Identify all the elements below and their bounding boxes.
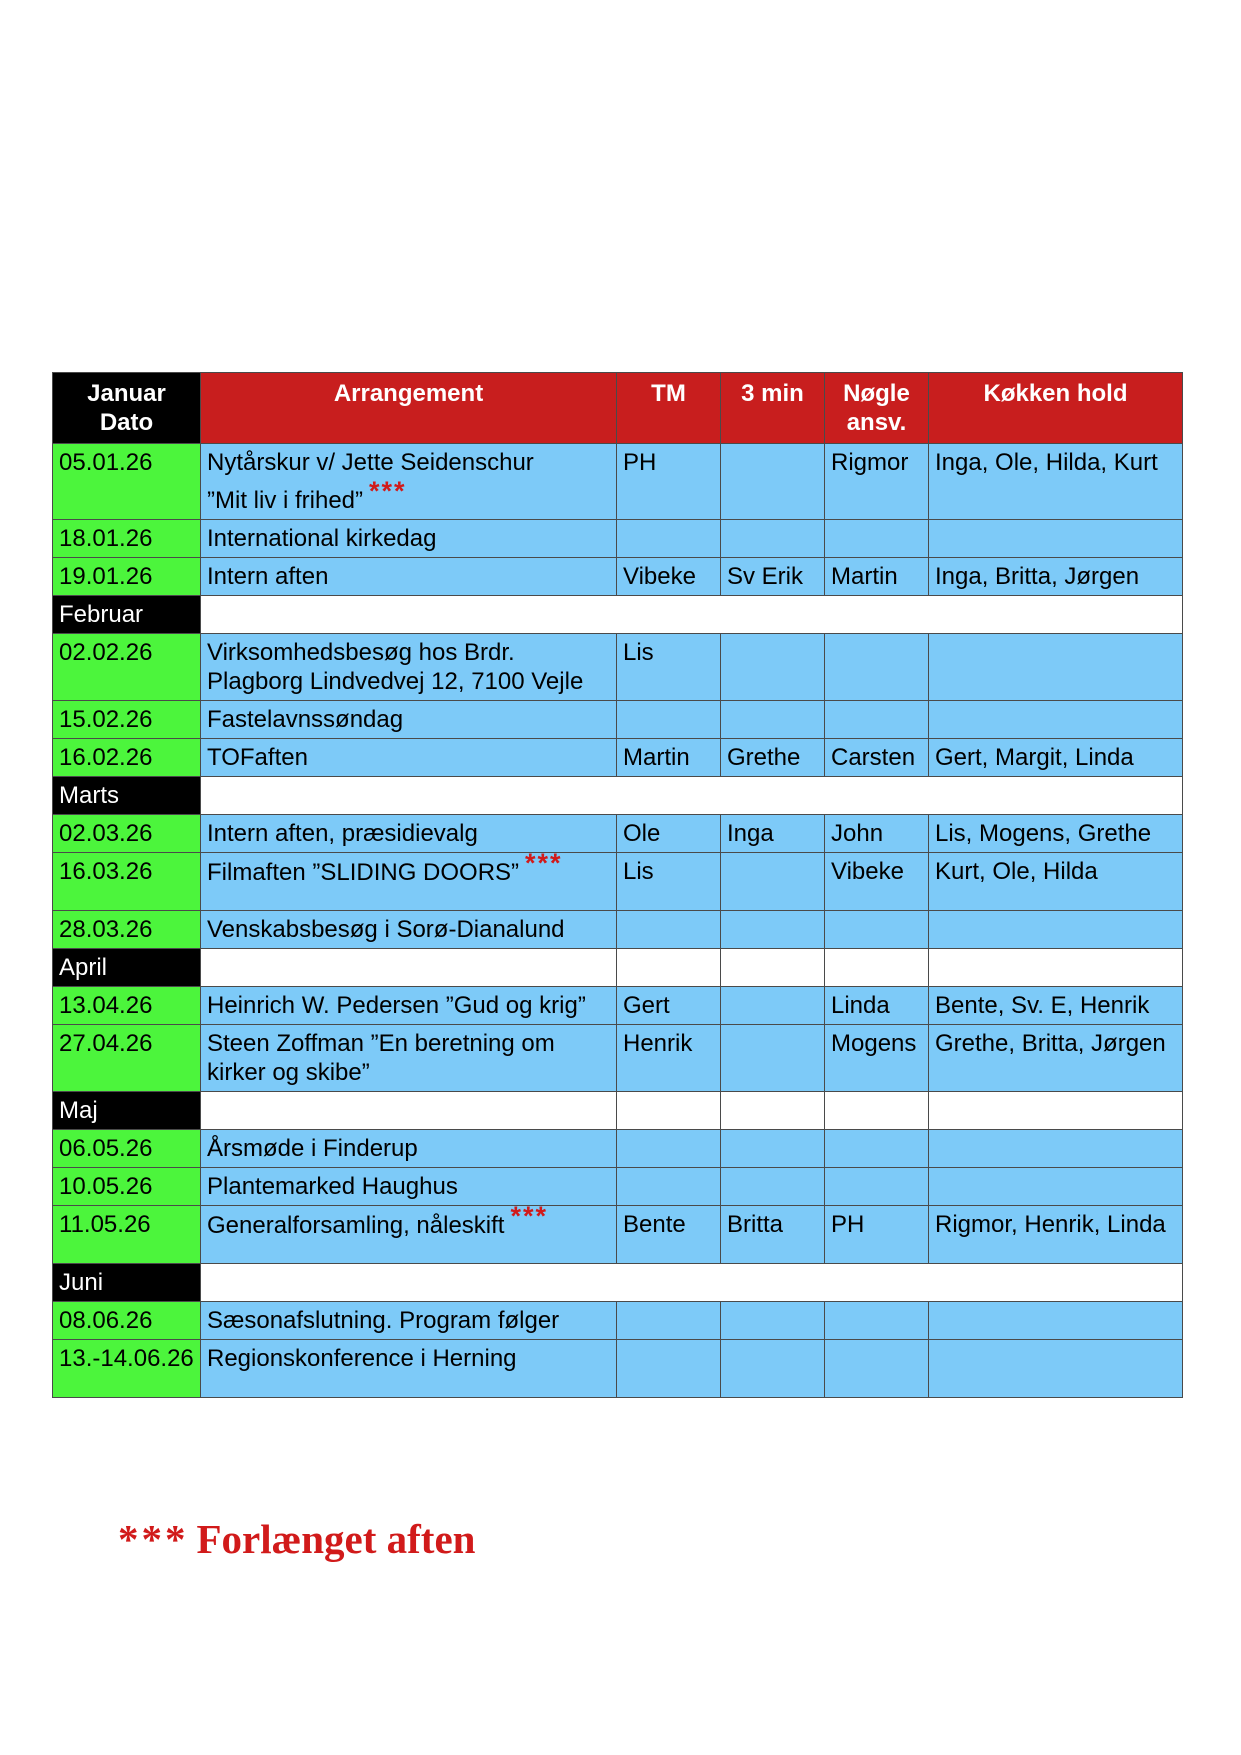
month-row-maj <box>53 1092 1183 1130</box>
header-date-label: Dato <box>99 409 154 436</box>
event-key-responsible <box>825 634 929 701</box>
table-row <box>53 701 1183 739</box>
event-three-min <box>721 1302 825 1340</box>
event-arrangement: Steen Zoffman ”En beretning om kirker og skibe” <box>201 1025 617 1092</box>
event-three-min: Inga <box>721 815 825 853</box>
event-key-responsible <box>825 1340 929 1398</box>
event-key-responsible: Carsten <box>825 739 929 777</box>
event-date: 28.03.26 <box>53 911 201 949</box>
event-arrangement: Venskabsbesøg i Sorø-Dianalund <box>201 911 617 949</box>
event-key-responsible <box>825 911 929 949</box>
footnote <box>118 1515 475 1563</box>
event-three-min <box>721 1340 825 1398</box>
event-date: 19.01.26 <box>53 558 201 596</box>
empty-cell <box>721 1092 825 1130</box>
event-date: 10.05.26 <box>53 1168 201 1206</box>
table-row <box>53 815 1183 853</box>
empty-cell <box>201 1092 617 1130</box>
empty-cell <box>617 949 721 987</box>
event-three-min <box>721 444 825 520</box>
event-three-min: Britta <box>721 1206 825 1264</box>
table-row <box>53 1130 1183 1168</box>
event-arrangement <box>201 444 617 520</box>
event-arrangement: Virksomhedsbesøg hos Brdr. Plagborg Lindvedvej 12, 7100 Vejle <box>201 634 617 701</box>
event-arrangement-line1: Nytårskur v/ Jette Seidenschur <box>207 449 534 476</box>
event-date: 13.04.26 <box>53 987 201 1025</box>
header-key-responsible <box>825 373 929 444</box>
event-kitchen-team <box>929 1302 1183 1340</box>
event-three-min <box>721 853 825 911</box>
event-key-responsible <box>825 520 929 558</box>
event-date: 02.03.26 <box>53 815 201 853</box>
event-arrangement <box>201 1206 617 1264</box>
event-kitchen-team: Grethe, Britta, Jørgen <box>929 1025 1183 1092</box>
event-kitchen-team: Kurt, Ole, Hilda <box>929 853 1183 911</box>
event-date: 16.03.26 <box>53 853 201 911</box>
event-kitchen-team <box>929 634 1183 701</box>
event-tm: Ole <box>617 815 721 853</box>
extended-evening-marker: *** <box>525 852 563 878</box>
event-kitchen-team <box>929 1340 1183 1398</box>
table-row <box>53 1302 1183 1340</box>
event-key-responsible <box>825 1168 929 1206</box>
footnote-text: Forlænget aften <box>196 1516 476 1562</box>
event-date: 15.02.26 <box>53 701 201 739</box>
event-kitchen-team <box>929 1130 1183 1168</box>
event-kitchen-team: Bente, Sv. E, Henrik <box>929 987 1183 1025</box>
event-arrangement-line2 <box>207 476 610 515</box>
table-row <box>53 1206 1183 1264</box>
event-key-responsible: Mogens <box>825 1025 929 1092</box>
event-tm <box>617 1340 721 1398</box>
event-key-responsible: Vibeke <box>825 853 929 911</box>
event-arrangement <box>201 853 617 911</box>
event-tm: Martin <box>617 739 721 777</box>
table-row <box>53 444 1183 520</box>
table-row <box>53 1025 1183 1092</box>
month-row-marts <box>53 777 1183 815</box>
event-date: 02.02.26 <box>53 634 201 701</box>
month-label: April <box>53 949 201 987</box>
month-label: Februar <box>53 596 201 634</box>
month-label: Marts <box>53 777 201 815</box>
event-arrangement: Plantemarked Haughus <box>201 1168 617 1206</box>
event-tm: Henrik <box>617 1025 721 1092</box>
event-arrangement: Intern aften <box>201 558 617 596</box>
event-kitchen-team: Rigmor, Henrik, Linda <box>929 1206 1183 1264</box>
header-kitchen-team: Køkken hold <box>929 373 1183 444</box>
month-spacer <box>201 1264 1183 1302</box>
event-three-min <box>721 911 825 949</box>
table-row <box>53 634 1183 701</box>
table-row <box>53 911 1183 949</box>
event-three-min <box>721 634 825 701</box>
table-row <box>53 987 1183 1025</box>
header-tm: TM <box>617 373 721 444</box>
extended-evening-marker: *** <box>369 476 407 506</box>
event-key-responsible <box>825 1130 929 1168</box>
activity-schedule-table <box>52 372 1183 1398</box>
event-key-responsible: John <box>825 815 929 853</box>
event-key-responsible: PH <box>825 1206 929 1264</box>
header-key-line1: Nøgle <box>843 380 910 407</box>
event-tm <box>617 1130 721 1168</box>
table-row <box>53 739 1183 777</box>
header-arrangement: Arrangement <box>201 373 617 444</box>
event-arrangement: Årsmøde i Finderup <box>201 1130 617 1168</box>
header-row <box>53 373 1183 444</box>
event-tm <box>617 911 721 949</box>
event-kitchen-team <box>929 701 1183 739</box>
event-key-responsible: Rigmor <box>825 444 929 520</box>
event-three-min <box>721 520 825 558</box>
month-row-april <box>53 949 1183 987</box>
event-arrangement: Fastelavnssøndag <box>201 701 617 739</box>
table-row <box>53 1168 1183 1206</box>
event-key-responsible: Martin <box>825 558 929 596</box>
event-arrangement: International kirkedag <box>201 520 617 558</box>
event-arrangement: TOFaften <box>201 739 617 777</box>
table-row <box>53 558 1183 596</box>
event-key-responsible <box>825 1302 929 1340</box>
empty-cell <box>929 1092 1183 1130</box>
event-tm <box>617 1168 721 1206</box>
event-date: 06.05.26 <box>53 1130 201 1168</box>
event-arrangement: Sæsonafslutning. Program følger <box>201 1302 617 1340</box>
event-kitchen-team: Inga, Britta, Jørgen <box>929 558 1183 596</box>
event-three-min <box>721 987 825 1025</box>
event-arrangement: Regionskonference i Herning <box>201 1340 617 1398</box>
event-kitchen-team <box>929 520 1183 558</box>
event-tm: Vibeke <box>617 558 721 596</box>
empty-cell <box>721 949 825 987</box>
event-date: 16.02.26 <box>53 739 201 777</box>
month-row-juni <box>53 1264 1183 1302</box>
header-date-month: Januar <box>87 380 166 407</box>
event-tm: Bente <box>617 1206 721 1264</box>
event-subtitle: ”Mit liv i frihed” <box>207 487 364 514</box>
event-tm <box>617 520 721 558</box>
event-arrangement: Heinrich W. Pedersen ”Gud og krig” <box>201 987 617 1025</box>
event-kitchen-team: Inga, Ole, Hilda, Kurt <box>929 444 1183 520</box>
event-key-responsible: Linda <box>825 987 929 1025</box>
month-label: Maj <box>53 1092 201 1130</box>
event-kitchen-team <box>929 1168 1183 1206</box>
event-arrangement: Intern aften, præsidievalg <box>201 815 617 853</box>
event-three-min <box>721 1168 825 1206</box>
month-spacer <box>201 596 1183 634</box>
header-key-line2: ansv. <box>846 409 907 436</box>
event-three-min <box>721 1025 825 1092</box>
event-tm: Lis <box>617 853 721 911</box>
month-label: Juni <box>53 1264 201 1302</box>
event-three-min <box>721 1130 825 1168</box>
empty-cell <box>929 949 1183 987</box>
event-three-min: Grethe <box>721 739 825 777</box>
event-date: 08.06.26 <box>53 1302 201 1340</box>
table-row <box>53 520 1183 558</box>
event-date: 11.05.26 <box>53 1206 201 1264</box>
event-kitchen-team: Lis, Mogens, Grethe <box>929 815 1183 853</box>
header-three-min: 3 min <box>721 373 825 444</box>
event-kitchen-team: Gert, Margit, Linda <box>929 739 1183 777</box>
event-three-min: Sv Erik <box>721 558 825 596</box>
event-date: 18.01.26 <box>53 520 201 558</box>
event-tm <box>617 701 721 739</box>
empty-cell <box>617 1092 721 1130</box>
event-date: 13.-14.06.26 <box>53 1340 201 1398</box>
event-tm <box>617 1302 721 1340</box>
extended-evening-marker: *** <box>510 1205 548 1231</box>
event-title: Generalforsamling, nåleskift <box>207 1212 505 1239</box>
footnote-marker: *** <box>118 1516 189 1562</box>
event-title: Filmaften ”SLIDING DOORS” <box>207 859 520 886</box>
month-spacer <box>201 777 1183 815</box>
empty-cell <box>825 1092 929 1130</box>
event-date: 27.04.26 <box>53 1025 201 1092</box>
event-three-min <box>721 701 825 739</box>
empty-cell <box>201 949 617 987</box>
table-row <box>53 1340 1183 1398</box>
month-row-februar <box>53 596 1183 634</box>
event-kitchen-team <box>929 911 1183 949</box>
event-tm: Gert <box>617 987 721 1025</box>
table-row <box>53 853 1183 911</box>
event-tm: PH <box>617 444 721 520</box>
event-key-responsible <box>825 701 929 739</box>
empty-cell <box>825 949 929 987</box>
event-date: 05.01.26 <box>53 444 201 520</box>
header-date <box>53 373 201 444</box>
event-tm: Lis <box>617 634 721 701</box>
